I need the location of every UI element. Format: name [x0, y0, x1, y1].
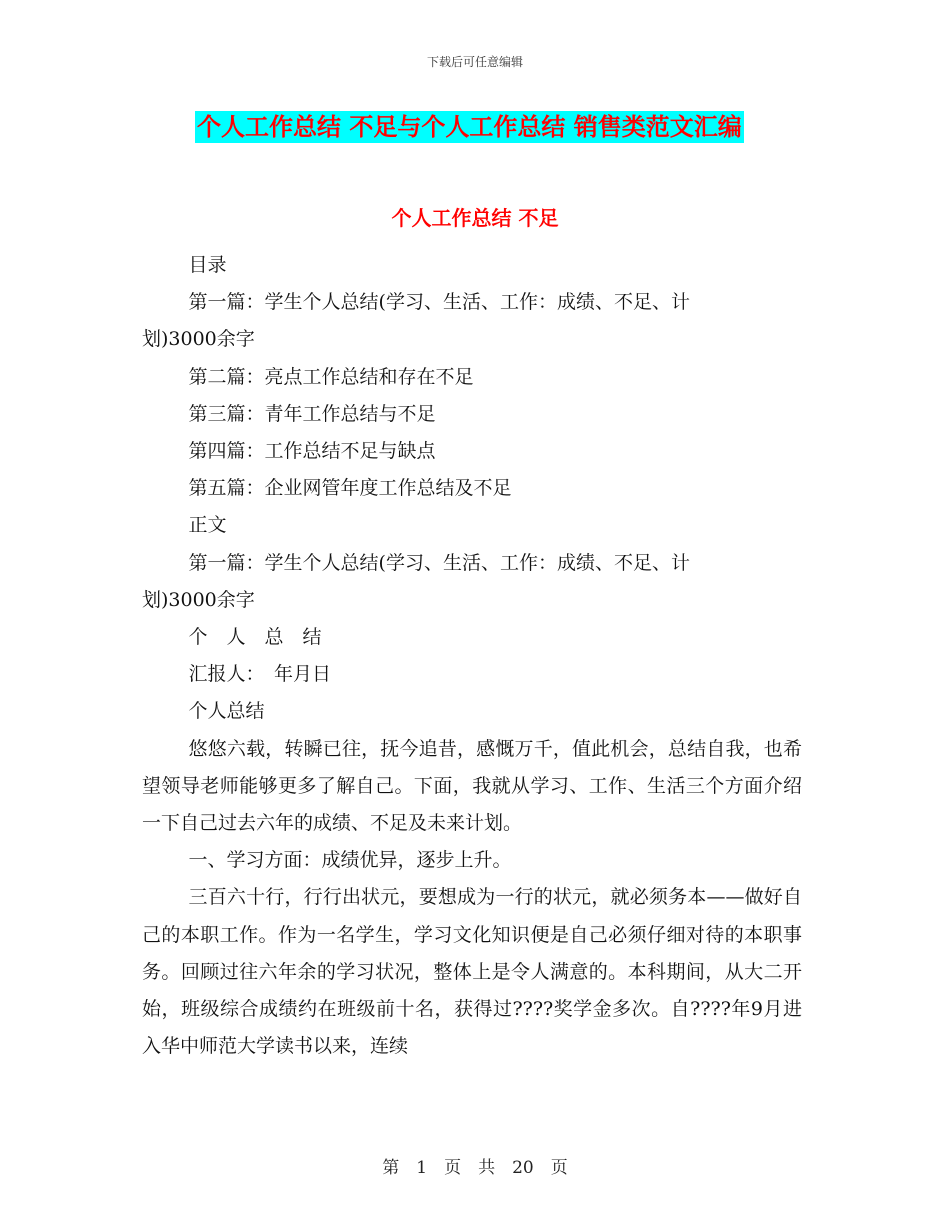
- toc-item-4: 第四篇：工作总结不足与缺点: [188, 440, 436, 463]
- toc-item-3: 第三篇：青年工作总结与不足: [188, 402, 436, 425]
- paragraph-intro: 悠悠六载，转瞬已往，抚今追昔，感慨万千，值此机会，总结自我，也希望领导老师能够更多了解自己。下面，我就从学习、工作、生活三个方面介绍一下自己过去六年的成绩、不足及未来计划。: [142, 737, 802, 835]
- chapter-title: 第一篇：学生个人总结(学习、生活、工作：成绩、不足、计: [188, 551, 690, 574]
- section-heading-study: 一、学习方面：成绩优异，逐步上升。: [188, 849, 512, 872]
- main-title: 个人工作总结 不足与个人工作总结 销售类范文汇编: [197, 113, 742, 141]
- toc-item-1-continued: 划)3000余字: [142, 328, 255, 351]
- sub-title: 个人工作总结 不足: [391, 206, 559, 230]
- paragraph-study: 三百六十行，行行出状元，要想成为一行的状元，就必须务本——做好自己的本职工作。作为一名学生，学习文化知识便是自己必须仔细对待的本职事务。回顾过往六年余的学习状况，整体上是令人满意的。本科期间，从大二开始，班级综合成绩约在班级前十名，获得过????奖学金多次。自????年9月进入华中师范大学读书以来，连续: [142, 886, 802, 1058]
- page-footer: 第 1 页 共 20 页: [382, 1158, 568, 1178]
- summary-label: 个人总结: [188, 700, 265, 723]
- toc-heading: 目录: [188, 254, 227, 276]
- toc-item-2: 第二篇：亮点工作总结和存在不足: [188, 365, 474, 388]
- chapter-title-continued: 划)3000余字: [142, 588, 255, 611]
- body-heading: 正文: [188, 514, 227, 537]
- header-note: 下载后可任意编辑: [426, 55, 523, 69]
- summary-heading: 个 人 总 结: [188, 626, 322, 649]
- toc-item-5: 第五篇：企业网管年度工作总结及不足: [188, 477, 512, 500]
- toc-item-1: 第一篇：学生个人总结(学习、生活、工作：成绩、不足、计: [188, 291, 690, 314]
- reporter-line: 汇报人： 年月日: [188, 663, 332, 686]
- document-body: [142, 247, 802, 1065]
